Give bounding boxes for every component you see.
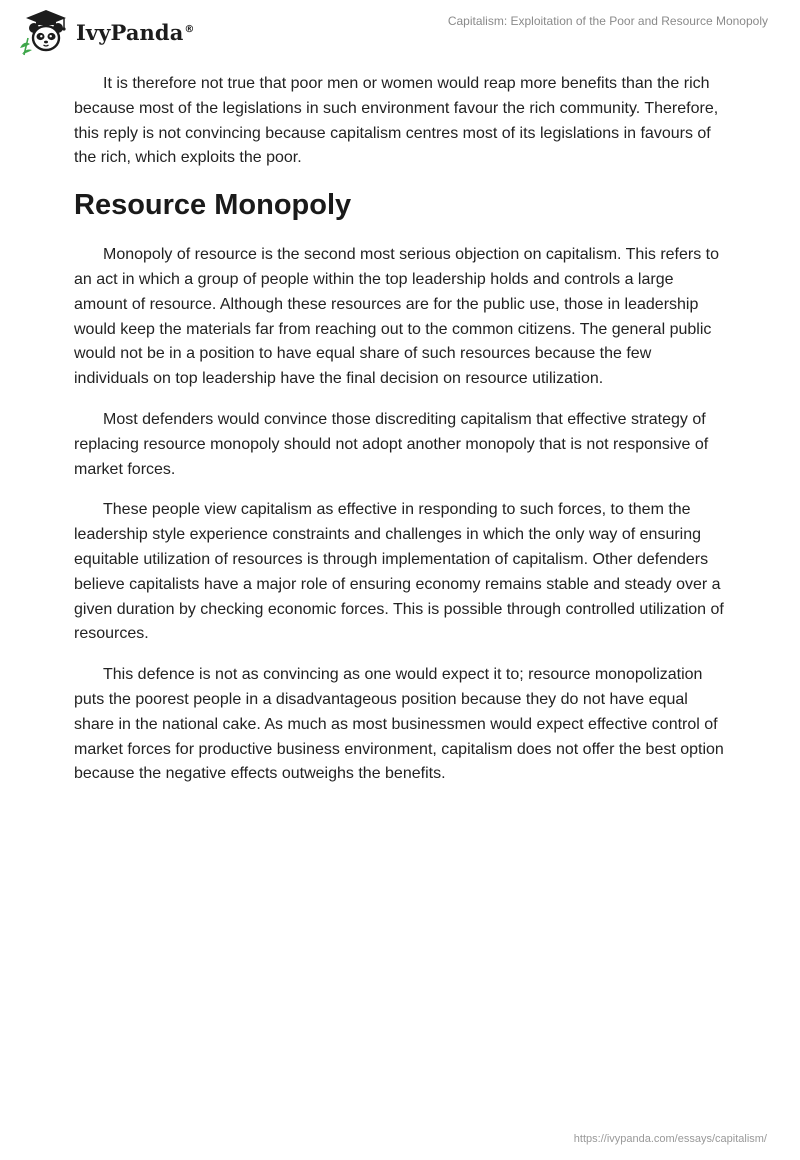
ivypanda-logo[interactable] xyxy=(14,8,195,56)
page-header xyxy=(0,0,800,64)
registered-mark: ® xyxy=(184,23,195,35)
panda-graduate-icon xyxy=(14,8,74,56)
section-heading: Resource Monopoly xyxy=(74,189,352,222)
essay-content xyxy=(74,72,728,803)
source-url-link[interactable]: https://ivypanda.com/essays/capitalism/ xyxy=(573,1133,767,1145)
body-paragraph: Most defenders would convince those discrediting capitalism that effective strategy of replacing resource monopoly should not adopt another monopoly that is not responsive of market forces. xyxy=(74,410,709,478)
intro-paragraph: It is therefore not true that poor men or women would reap more benefits than the rich because most of the legislations in such environment favour the rich community. Therefore, this reply is not convincing because capitalism centres most of its legislations in favours of the rich, which exploits the poor. xyxy=(74,75,719,167)
body-paragraph: This defence is not as convincing as one would expect it to; resource monopolization puts the poorest people in a disadvantageous position because they do not have equal share in the national cake. As much as most businessmen would expect effective control of market forces for productive business environment, capitalism does not offer the best option because the negative effects outweighs the benefits. xyxy=(74,666,724,783)
brand-name: IvyPanda® xyxy=(76,19,195,45)
document-title: Capitalism: Exploitation of the Poor and Resource Monopoly xyxy=(447,14,768,28)
body-paragraph: These people view capitalism as effective in responding to such forces, to them the leadership style experience constraints and challenges in which the only way of ensuring equitable utilization of resources is through implementation of capitalism. Other defenders believe capitalists have a major role of ensuring economy remains stable and steady over a given duration by checking economic forces. This is possible through controlled utilization of resources. xyxy=(74,501,724,643)
body-paragraph: Monopoly of resource is the second most serious objection on capitalism. This refers to an act in which a group of people within the top leadership holds and controls a large amount of resource. Although these resources are for the public use, those in leadership would keep the materials far from reaching out to the common citizens. The general public would not be in a position to have equal share of such resources because the few individuals on top leadership have the final decision on resource utilization. xyxy=(74,246,719,388)
